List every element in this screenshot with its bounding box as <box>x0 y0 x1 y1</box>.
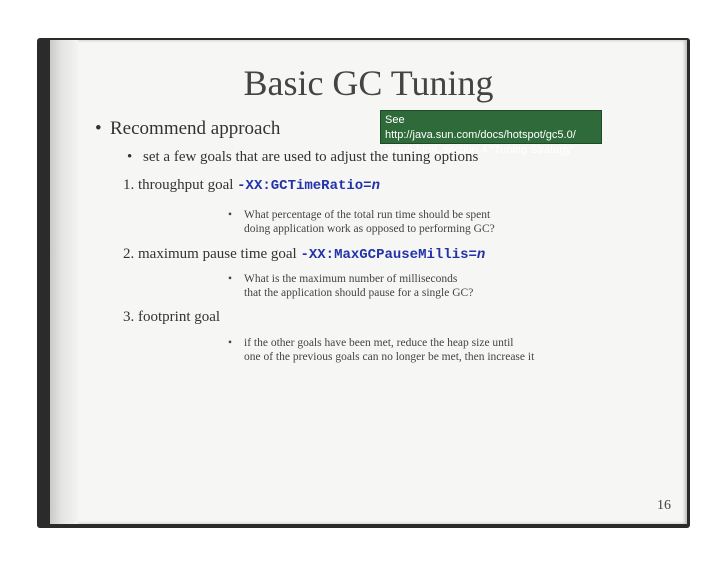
sub-bullet-text: set a few goals that are used to adjust the tuning options <box>143 149 479 165</box>
bullet-icon: • <box>228 209 233 221</box>
goal-item-2-desc <box>228 272 474 300</box>
item-label: footprint goal <box>138 309 221 325</box>
main-bullet-text: Recommend approach <box>110 118 281 139</box>
item-label: maximum pause time goal <box>138 246 297 262</box>
sub-bullet <box>127 149 479 166</box>
jvm-flag: -XX:MaxGCPauseMillis=n <box>300 247 486 263</box>
desc-line-2: one of the previous goals can no longer be met, then increase it <box>244 351 535 363</box>
goal-item-3 <box>123 309 220 326</box>
bullet-icon: • <box>95 118 102 139</box>
note-line-1: See http://java.sun.com/docs/hotspot/gc5.0/ <box>385 114 576 141</box>
desc-line-1: if the other goals have been met, reduce the heap size until <box>244 337 514 349</box>
page-edge <box>50 40 78 524</box>
bullet-icon: • <box>127 149 133 165</box>
slide-page <box>50 40 687 524</box>
desc-line-1: What is the maximum number of milliseconds <box>244 273 458 285</box>
jvm-flag: -XX:GCTimeRatio=n <box>237 178 380 194</box>
desc-line-2: doing application work as opposed to performing GC? <box>244 223 495 235</box>
item-number: 1. <box>123 177 135 193</box>
note-line-2: ergo5.html, section 4 “Tuning Strategy” <box>385 144 575 156</box>
goal-item-1-desc <box>228 208 495 236</box>
slide-title: Basic GC Tuning <box>243 63 494 103</box>
desc-line-1: What percentage of the total run time should be spent <box>244 209 491 221</box>
page-number: 16 <box>657 498 671 513</box>
main-bullet <box>95 118 281 140</box>
goal-item-1 <box>123 177 380 194</box>
item-number: 2. <box>123 246 135 262</box>
item-label: throughput goal <box>138 177 234 193</box>
item-number: 3. <box>123 309 135 325</box>
bullet-icon: • <box>228 337 233 349</box>
desc-line-2: that the application should pause for a single GC? <box>244 287 474 299</box>
goal-item-3-desc <box>228 336 535 364</box>
reference-note <box>380 110 602 156</box>
goal-item-2 <box>123 246 485 263</box>
bullet-icon: • <box>228 273 233 285</box>
